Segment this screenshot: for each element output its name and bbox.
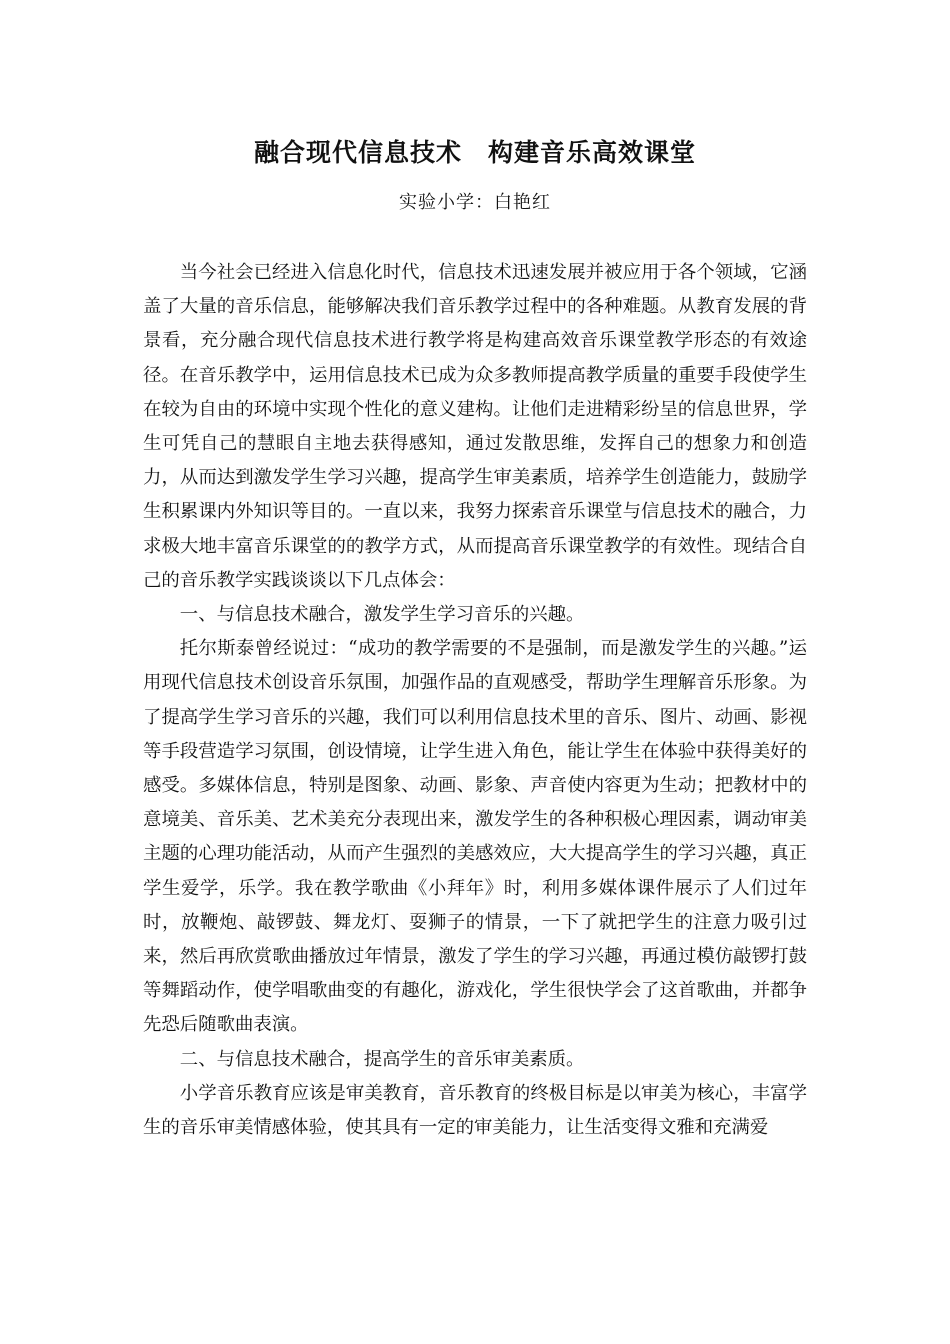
document-title: 融合现代信息技术 构建音乐高效课堂 <box>253 138 696 167</box>
paragraph-section-2: 小学音乐教育应该是审美教育，音乐教育的终极目标是以审美为核心，丰富学生的音乐审美情感体验，使其具有一定的审美能力，让生活变得文雅和充满爱 <box>143 1082 807 1139</box>
section-heading-1: 一、与信息技术融合，激发学生学习音乐的兴趣。 <box>179 604 585 626</box>
document-body <box>143 256 807 1145</box>
paragraph-section-1: 托尔斯泰曾经说过：“成功的教学需要的不是强制，而是激发学生的兴趣。”运用现代信息技术创设音乐氛围，加强作品的直观感受，帮助学生理解音乐形象。为了提高学生学习音乐的兴趣，我们可以利用信息技术里的音乐、图片、动画、影视等手段营造学习氛围，创设情境，让学生进入角色，能让学生在体验中获得美好的感受。多媒体信息，特别是图象、动画、影象、声音使内容更为生动；把教材中的意境美、音乐美、艺术美充分表现出来，激发学生的各种积极心理因素，调动审美主题的心理功能活动，从而产生强烈的美感效应，大大提高学生的学习兴趣，真正学生爱学，乐学。我在教学歌曲《小拜年》时，利用多媒体课件展示了人们过年时，放鞭炮、敲锣鼓、舞龙灯、耍狮子的情景，一下了就把学生的注意力吸引过来，然后再欣赏歌曲播放过年情景，激发了学生的学习兴趣，再通过模仿敲锣打鼓等舞蹈动作，使学唱歌曲变的有趣化，游戏化，学生很快学会了这首歌曲，并都争先恐后随歌曲表演。 <box>143 638 807 1036</box>
document-author: 实验小学：白艳红 <box>399 192 551 213</box>
paragraph-intro: 当今社会已经进入信息化时代，信息技术迅速发展并被应用于各个领域，它涵盖了大量的音乐信息，能够解决我们音乐教学过程中的各种难题。从教育发展的背景看，充分融合现代信息技术进行教学将是构建高效音乐课堂教学形态的有效途径。在音乐教学中，运用信息技术已成为众多教师提高教学质量的重要手段使学生在较为自由的环境中实现个性化的意义建构。让他们走进精彩纷呈的信息世界，学生可凭自己的慧眼自主地去获得感知，通过发散思维，发挥自己的想象力和创造力，从而达到激发学生学习兴趣，提高学生审美素质，培养学生创造能力，鼓励学生积累课内外知识等目的。一直以来，我努力探索音乐课堂与信息技术的融合，力求极大地丰富音乐课堂的的教学方式，从而提高音乐课堂教学的有效性。现结合自己的音乐教学实践谈谈以下几点体会： <box>143 262 807 591</box>
section-heading-2: 二、与信息技术融合，提高学生的音乐审美素质。 <box>179 1048 585 1070</box>
